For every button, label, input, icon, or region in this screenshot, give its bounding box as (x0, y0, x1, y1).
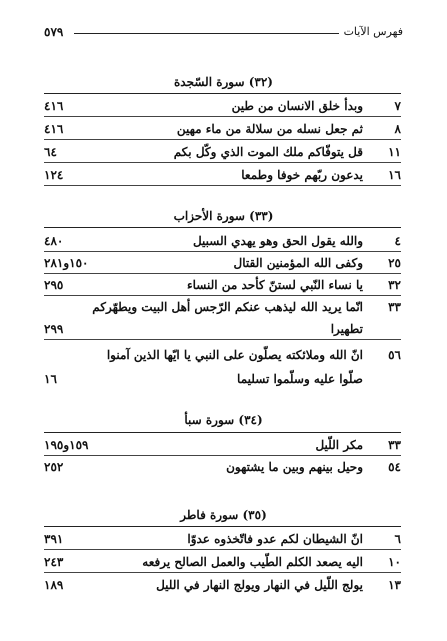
verse-text: وبدأ خلق الانسان من طين (231, 99, 363, 113)
verse-number: ٥٦ (388, 348, 401, 362)
verse-text: قل يتوفّاكم ملك الموت الذي وكّل بكم (173, 145, 363, 159)
verse-text: والله يقول الحق وهو يهدي السبيل (192, 234, 363, 248)
index-row (44, 574, 401, 596)
section-rule (44, 526, 401, 527)
verse-number: ٨ (394, 122, 401, 136)
index-row (44, 118, 401, 140)
page-number: ٥٧٩ (44, 25, 64, 39)
verse-number: ١٠ (388, 555, 401, 569)
index-row (44, 344, 401, 366)
surah-title: (٣٢) سورة السّجدة (174, 75, 273, 89)
row-rule (44, 339, 401, 340)
page-ref: ١٨٩ (44, 578, 64, 592)
verse-text: انّ الله وملائكته يصلّون على النبي يا ايّها الذين آمنوا (106, 348, 363, 362)
verse-text: يا نساء النّبي لستنّ كأحد من النساء (186, 278, 363, 292)
index-row (44, 434, 401, 456)
row-rule (44, 139, 401, 140)
index-row (44, 296, 401, 318)
row-rule (44, 549, 401, 550)
page-ref: ٢٩٥ (44, 278, 64, 292)
section-rule (44, 227, 401, 228)
index-row (44, 528, 401, 550)
verse-number: ٣٣ (388, 300, 401, 314)
verse-number: ٦ (394, 532, 401, 546)
row-rule (44, 185, 401, 186)
row-rule (44, 162, 401, 163)
verse-number: ٣٣ (388, 438, 401, 452)
row-rule (44, 572, 401, 573)
index-row-continuation (44, 318, 401, 340)
row-rule (44, 116, 401, 117)
page-ref: ١٢٤ (44, 168, 64, 182)
verse-number: ٢٥ (388, 256, 401, 270)
verse-text: صلّوا عليه وسلّموا تسليما (237, 372, 363, 386)
page-ref: ٢٥٢ (44, 460, 64, 474)
index-row (44, 141, 401, 163)
page-ref: ٣٩١ (44, 532, 64, 546)
page-ref: ٤١٦ (44, 99, 64, 113)
index-row (44, 252, 401, 274)
verse-text: يدعون ربّهم خوفا وطمعا (241, 168, 363, 182)
index-row-continuation (44, 368, 401, 390)
verse-text: وكفى الله المؤمنين القتال (233, 256, 363, 270)
verse-number: ٣٢ (388, 278, 401, 292)
running-header (44, 24, 403, 44)
header-rule (74, 33, 339, 34)
surah-title: (٣٤) سورة سبأ (184, 413, 263, 427)
section-rule (44, 432, 401, 433)
section-rule (44, 93, 401, 94)
verse-number: ١١ (388, 145, 401, 159)
page-ref: ٢٩٩ (44, 322, 64, 336)
index-row (44, 274, 401, 296)
page-ref: ٦٤ (44, 145, 57, 159)
verse-number: ٤ (394, 234, 401, 248)
index-row (44, 230, 401, 252)
verse-number: ١٣ (388, 578, 401, 592)
page-ref: ١٥٠و٢٨١ (44, 256, 89, 270)
surah-title: (٣٣) سورة الأحزاب (173, 209, 274, 223)
verse-text: ثم جعل نسله من سلالة من ماء مهين (176, 122, 363, 136)
page-ref: ٤١٦ (44, 122, 64, 136)
header-title: فهرس الآيات (343, 25, 403, 38)
index-row (44, 551, 401, 573)
verse-number: ٥٤ (388, 460, 401, 474)
index-row (44, 95, 401, 117)
surah-title: (٣٥) سورة فاطر (180, 508, 267, 522)
verse-text: انّما يريد الله ليذهب عنكم الرّجس أهل البيت ويطهّركم (92, 300, 363, 314)
index-row (44, 456, 401, 478)
page-ref: ٢٤٣ (44, 555, 64, 569)
verse-number: ١٦ (388, 168, 401, 182)
verse-text: يولج اللّيل في النهار ويولج النهار في الليل (156, 578, 363, 592)
verse-number: ٧ (394, 99, 401, 113)
verse-text: انّ الشيطان لكم عدو فاتّخذوه عدوّا (187, 532, 363, 546)
verse-text: مكر اللّيل (315, 438, 363, 452)
page-ref: ١٥٩و١٩٥ (44, 438, 89, 452)
verse-text: وحيل بينهم وبين ما يشتهون (226, 460, 363, 474)
verse-text: تطهيرا (330, 322, 363, 336)
verse-text: اليه يصعد الكلم الطّيب والعمل الصالح يرفعه (142, 555, 363, 569)
page-ref: ٤٨٠ (44, 234, 64, 248)
index-row (44, 164, 401, 186)
page-ref: ١٦ (44, 372, 57, 386)
